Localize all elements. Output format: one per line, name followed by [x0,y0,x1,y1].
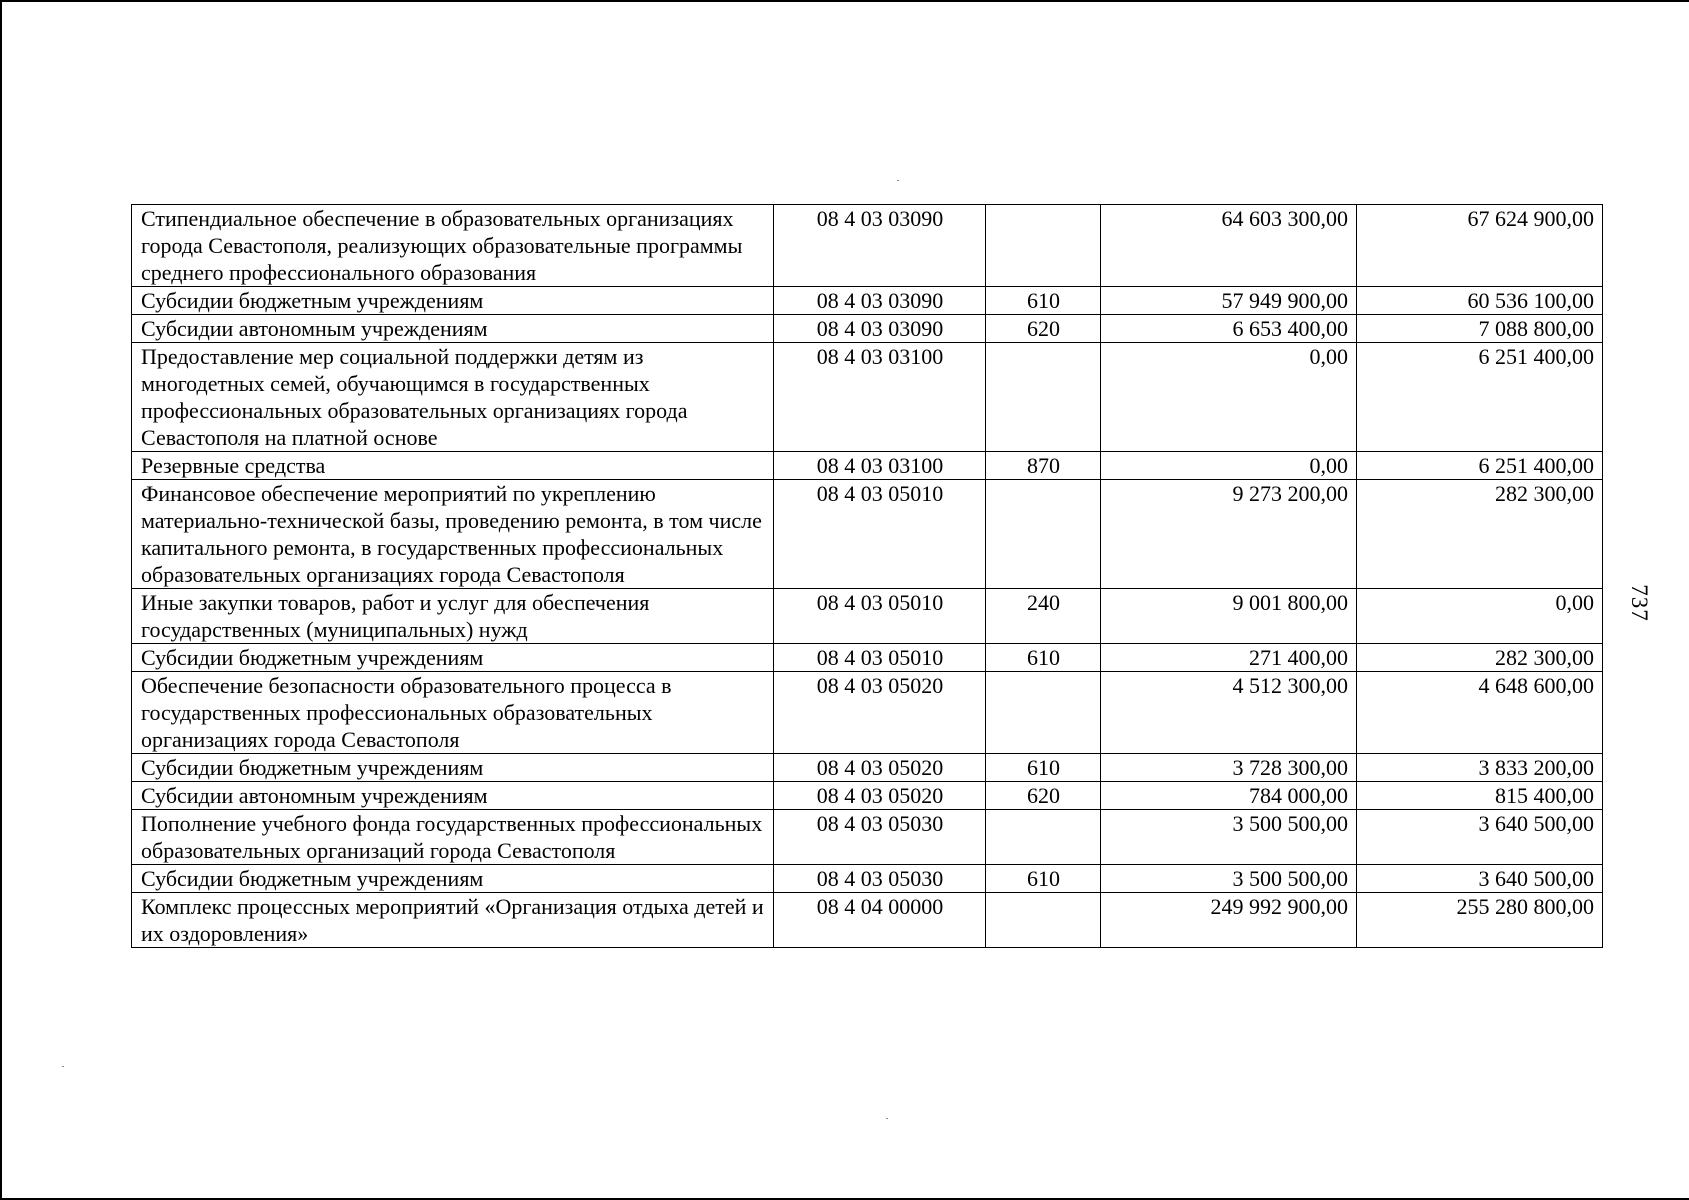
row-name-cell: Иные закупки товаров, работ и услуг для обеспечения государственных (муниципальных) нужд [132,589,774,644]
table-row [132,865,1603,893]
row-type-cell [986,480,1101,589]
row-value-1-cell: 9 273 200,00 [1101,480,1357,589]
row-value-2-cell: 6 251 400,00 [1357,452,1603,480]
row-value-1-cell: 249 992 900,00 [1101,893,1357,948]
row-value-2-cell: 282 300,00 [1357,644,1603,672]
row-type-cell: 870 [986,452,1101,480]
row-name-cell: Субсидии автономным учреждениям [132,315,774,343]
row-value-2-cell: 67 624 900,00 [1357,205,1603,287]
budget-table [131,204,1603,948]
row-type-cell: 610 [986,644,1101,672]
page-number: 737 [1626,584,1652,622]
row-name-cell: Субсидии автономным учреждениям [132,782,774,810]
row-type-cell: 620 [986,782,1101,810]
row-value-1-cell: 271 400,00 [1101,644,1357,672]
row-value-1-cell: 3 500 500,00 [1101,810,1357,865]
row-code-cell: 08 4 03 05010 [774,480,986,589]
row-value-2-cell: 4 648 600,00 [1357,672,1603,754]
row-value-2-cell: 3 640 500,00 [1357,810,1603,865]
row-value-1-cell: 64 603 300,00 [1101,205,1357,287]
row-type-cell [986,343,1101,452]
row-type-cell [986,672,1101,754]
row-code-cell: 08 4 03 03090 [774,287,986,315]
table-row [132,644,1603,672]
row-code-cell: 08 4 03 03090 [774,315,986,343]
row-code-cell: 08 4 03 03090 [774,205,986,287]
row-code-cell: 08 4 03 05020 [774,782,986,810]
table-row [132,672,1603,754]
row-value-1-cell: 57 949 900,00 [1101,287,1357,315]
row-value-1-cell: 0,00 [1101,452,1357,480]
row-type-cell: 610 [986,287,1101,315]
table-row [132,205,1603,287]
row-value-1-cell: 6 653 400,00 [1101,315,1357,343]
row-value-2-cell: 0,00 [1357,589,1603,644]
row-type-cell [986,205,1101,287]
row-code-cell: 08 4 03 05010 [774,589,986,644]
row-name-cell: Комплекс процессных мероприятий «Организация отдыха детей и их оздоровления» [132,893,774,948]
table-row [132,343,1603,452]
row-value-2-cell: 3 640 500,00 [1357,865,1603,893]
budget-table-body [132,205,1603,948]
row-value-2-cell: 282 300,00 [1357,480,1603,589]
row-code-cell: 08 4 03 05020 [774,754,986,782]
row-value-1-cell: 784 000,00 [1101,782,1357,810]
table-row [132,589,1603,644]
row-code-cell: 08 4 03 05010 [774,644,986,672]
table-row [132,810,1603,865]
row-value-1-cell: 0,00 [1101,343,1357,452]
row-value-2-cell: 60 536 100,00 [1357,287,1603,315]
table-row [132,480,1603,589]
row-code-cell: 08 4 03 03100 [774,452,986,480]
row-value-1-cell: 4 512 300,00 [1101,672,1357,754]
row-type-cell: 240 [986,589,1101,644]
scan-border-top [0,0,1689,2]
table-row [132,893,1603,948]
table-row [132,287,1603,315]
row-value-2-cell: 6 251 400,00 [1357,343,1603,452]
table-row [132,782,1603,810]
row-name-cell: Субсидии бюджетным учреждениям [132,287,774,315]
row-type-cell [986,810,1101,865]
row-name-cell: Обеспечение безопасности образовательного процесса в государственных профессиональных образовательных организациях города Севастополя [132,672,774,754]
row-value-1-cell: 3 728 300,00 [1101,754,1357,782]
row-type-cell: 610 [986,865,1101,893]
row-name-cell: Финансовое обеспечение мероприятий по укреплению материально-технической базы, проведению ремонта, в том числе капитального ремонта, в государственных профессиональных образовательных организациях города Севастополя [132,480,774,589]
table-row [132,754,1603,782]
row-name-cell: Субсидии бюджетным учреждениям [132,865,774,893]
row-value-2-cell: 255 280 800,00 [1357,893,1603,948]
row-type-cell [986,893,1101,948]
scan-speck [897,180,899,181]
row-name-cell: Стипендиальное обеспечение в образовательных организациях города Севастополя, реализующих образовательные программы среднего профессионального образования [132,205,774,287]
scan-border-left [0,0,2,1200]
row-value-2-cell: 3 833 200,00 [1357,754,1603,782]
row-value-2-cell: 815 400,00 [1357,782,1603,810]
row-type-cell: 620 [986,315,1101,343]
row-code-cell: 08 4 03 03100 [774,343,986,452]
row-name-cell: Пополнение учебного фонда государственных профессиональных образовательных организаций города Севастополя [132,810,774,865]
row-name-cell: Субсидии бюджетным учреждениям [132,754,774,782]
row-name-cell: Резервные средства [132,452,774,480]
table-row [132,452,1603,480]
table-row [132,315,1603,343]
row-name-cell: Предоставление мер социальной поддержки детям из многодетных семей, обучающимся в государственных профессиональных образовательных организациях города Севастополя на платной основе [132,343,774,452]
row-code-cell: 08 4 03 05030 [774,865,986,893]
row-value-1-cell: 3 500 500,00 [1101,865,1357,893]
scan-speck [886,1118,888,1119]
row-code-cell: 08 4 03 05020 [774,672,986,754]
row-code-cell: 08 4 03 05030 [774,810,986,865]
row-value-1-cell: 9 001 800,00 [1101,589,1357,644]
row-code-cell: 08 4 04 00000 [774,893,986,948]
row-value-2-cell: 7 088 800,00 [1357,315,1603,343]
row-name-cell: Субсидии бюджетным учреждениям [132,644,774,672]
scan-speck [62,1066,64,1067]
row-type-cell: 610 [986,754,1101,782]
